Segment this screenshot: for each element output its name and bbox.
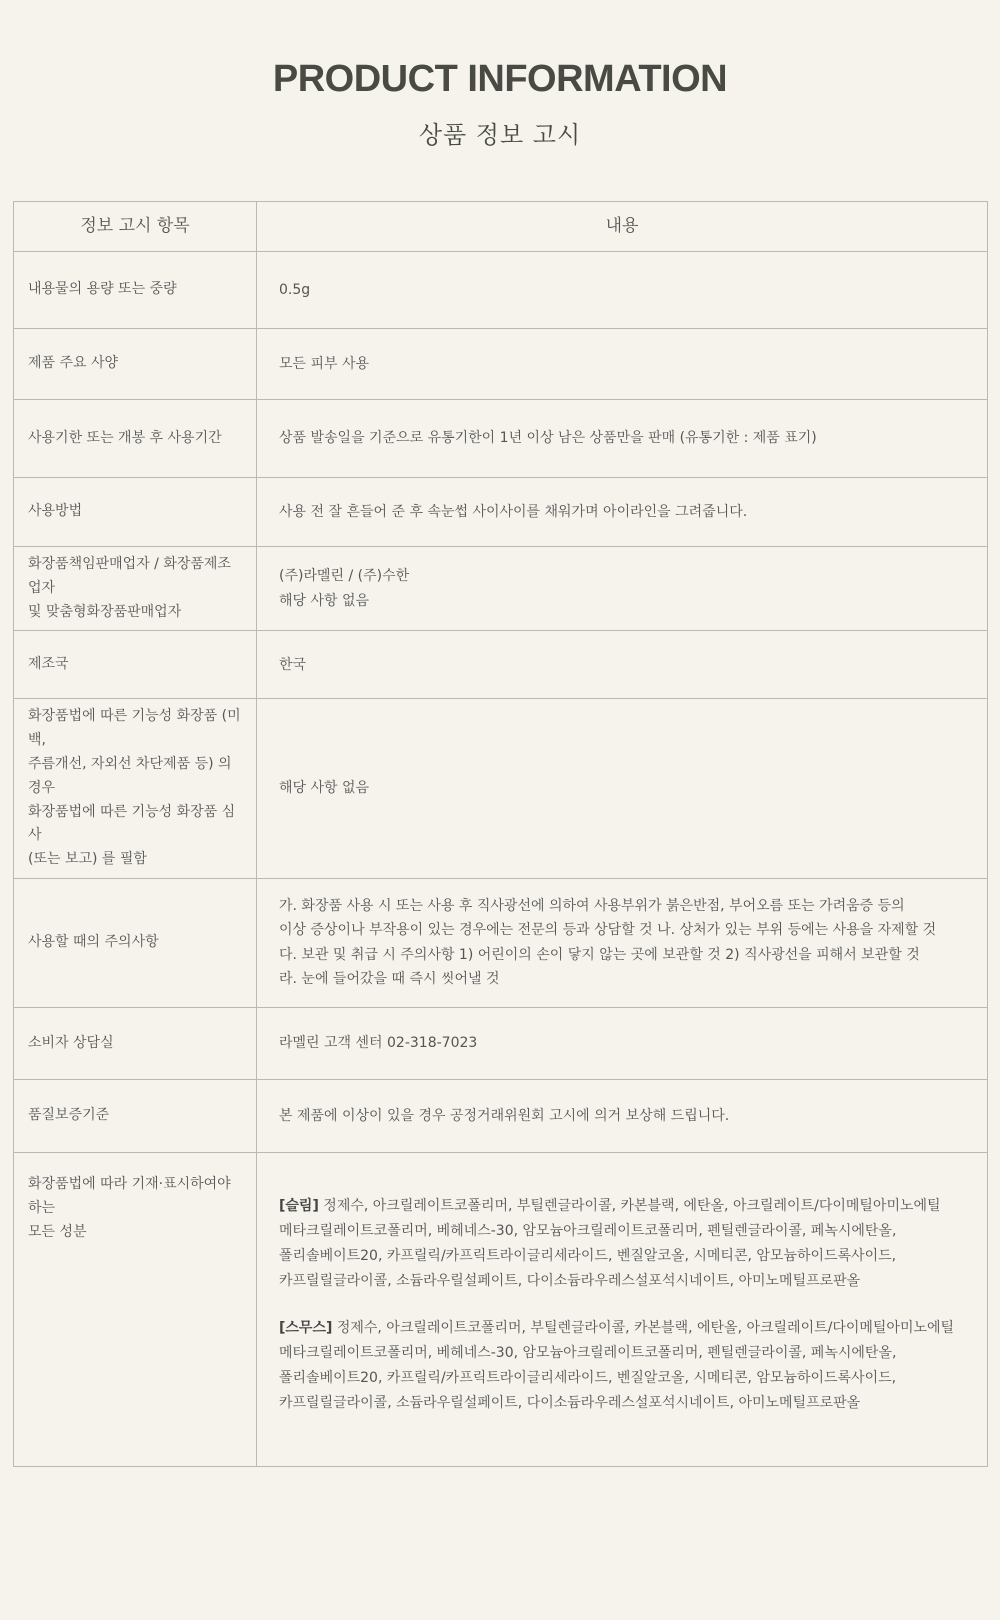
row-label — [14, 1152, 257, 1466]
table-row — [14, 699, 988, 879]
row-value — [257, 1079, 988, 1152]
row-value-line: 해당 사항 없음 — [279, 780, 370, 797]
table-row — [14, 631, 988, 699]
row-label-line: 사용할 때의 주의사항 — [28, 934, 159, 951]
row-value — [257, 400, 988, 478]
row-value — [257, 547, 988, 631]
row-value-line: 라. 눈에 들어갔을 때 즉시 씻어낼 것 — [279, 971, 500, 988]
row-value-line: 한국 — [279, 656, 307, 673]
row-value-line: 해당 사항 없음 — [279, 592, 370, 609]
row-label — [14, 878, 257, 1007]
row-label-line: 화장품법에 따른 기능성 화장품 심사 — [28, 803, 236, 844]
ingredient-line: 카프릴릴글라이콜, 소듐라우릴설페이트, 다이소듐라우레스설포석시네이트, 아미노메틸프로판올 — [279, 1273, 861, 1290]
page-header — [0, 0, 1000, 150]
column-header-content: 내용 — [257, 202, 988, 252]
ingredient-text: 정제수, 아크릴레이트코폴리머, 부틸렌글라이콜, 카본블랙, 에탄올, 아크릴레이트/다이메틸아미노에틸 — [332, 1320, 955, 1337]
row-label — [14, 252, 257, 329]
row-value-line: 사용 전 잘 흔들어 준 후 속눈썹 사이사이를 채워가며 아이라인을 그려줍니다. — [279, 503, 748, 520]
table-row — [14, 878, 988, 1007]
ingredient-line: 메타크릴레이트코폴리머, 베헤네스-30, 암모늄아크릴레이트코폴리머, 펜틸렌글라이콜, 페녹시에탄올, — [279, 1223, 897, 1240]
page-title: PRODUCT INFORMATION — [272, 58, 728, 100]
ingredient-variant-tag: [슬림] — [279, 1198, 319, 1215]
table-body — [14, 252, 988, 1467]
row-label-line: 내용물의 용량 또는 중량 — [28, 281, 177, 298]
row-label — [14, 699, 257, 879]
ingredient-line — [279, 1316, 965, 1341]
table-row — [14, 547, 988, 631]
row-label-line: 소비자 상담실 — [28, 1034, 114, 1051]
row-value-line: 가. 화장품 사용 시 또는 사용 후 직사광선에 의하여 사용부위가 붉은반점, 부어오름 또는 가려움증 등의 — [279, 897, 905, 914]
row-label — [14, 1079, 257, 1152]
ingredients-list — [257, 1152, 988, 1466]
row-value-line: 0.5g — [279, 281, 311, 298]
row-label-line: 화장품책임판매업자 / 화장품제조업자 — [28, 556, 231, 596]
product-info-table — [13, 201, 988, 1467]
row-label — [14, 1007, 257, 1079]
row-label-line: 화장품법에 따라 기재·표시하여야 하는 — [28, 1175, 231, 1216]
row-value-line: (주)라멜린 / (주)수한 — [279, 568, 410, 585]
row-value-line: 상품 발송일을 기준으로 유통기한이 1년 이상 남은 상품만을 판매 (유통기한 : 제품 표기) — [279, 430, 817, 447]
row-value — [257, 878, 988, 1007]
row-label-line: 모든 성분 — [28, 1223, 87, 1240]
row-label-line: 사용방법 — [28, 503, 83, 520]
row-label — [14, 631, 257, 699]
ingredient-line: 메타크릴레이트코폴리머, 베헤네스-30, 암모늄아크릴레이트코폴리머, 펜틸렌글라이콜, 페녹시에탄올, — [279, 1345, 897, 1362]
row-value-line: 다. 보관 및 취급 시 주의사항 1) 어린이의 손이 닿지 않는 곳에 보관할 것 2) 직사광선을 피해서 보관할 것 — [279, 946, 920, 963]
page-subtitle: 상품 정보 고시 — [418, 121, 582, 149]
table-row-ingredients — [14, 1152, 988, 1466]
ingredient-line — [279, 1194, 965, 1219]
row-value-line: 본 제품에 이상이 있을 경우 공정거래위원회 고시에 의거 보상해 드립니다. — [279, 1107, 730, 1124]
column-header-item: 정보 고시 항목 — [14, 202, 257, 252]
row-value — [257, 478, 988, 547]
ingredient-line: 폴리솔베이트20, 카프릴릭/카프릭트라이글리세라이드, 벤질알코올, 시메티콘, 암모늄하이드록사이드, — [279, 1370, 897, 1387]
ingredient-line: 카프릴릴글라이콜, 소듐라우릴설페이트, 다이소듐라우레스설포석시네이트, 아미노메틸프로판올 — [279, 1395, 861, 1412]
row-label-line: 화장품법에 따른 기능성 화장품 (미백, — [28, 708, 241, 749]
row-label — [14, 329, 257, 400]
table-row — [14, 329, 988, 400]
row-label-line: 품질보증기준 — [28, 1107, 110, 1124]
row-value-line: 라멜린 고객 센터 02-318-7023 — [279, 1035, 478, 1052]
ingredient-line: 폴리솔베이트20, 카프릴릭/카프릭트라이글리세라이드, 벤질알코올, 시메티콘, 암모늄하이드록사이드, — [279, 1248, 897, 1265]
table-row — [14, 1079, 988, 1152]
row-value — [257, 631, 988, 699]
row-value — [257, 1007, 988, 1079]
row-value-line: 이상 증상이나 부작용이 있는 경우에는 전문의 등과 상담할 것 나. 상처가 있는 부위 등에는 사용을 자제할 것 — [279, 922, 937, 939]
row-label-line: 및 맞춤형화장품판매업자 — [28, 603, 182, 620]
row-label-line: (또는 보고) 를 필함 — [28, 851, 147, 868]
row-label-line: 사용기한 또는 개봉 후 사용기간 — [28, 429, 222, 446]
row-label-line: 주름개선, 자외선 차단제품 등) 의 경우 — [28, 755, 232, 796]
table-row — [14, 478, 988, 547]
row-label — [14, 400, 257, 478]
row-value-line: 모든 피부 사용 — [279, 355, 370, 372]
row-label — [14, 547, 257, 631]
ingredient-text: 정제수, 아크릴레이트코폴리머, 부틸렌글라이콜, 카본블랙, 에탄올, 아크릴레이트/다이메틸아미노에틸 — [318, 1198, 941, 1215]
ingredient-group — [279, 1316, 965, 1416]
table-row — [14, 252, 988, 329]
row-label-line: 제조국 — [28, 655, 69, 672]
ingredient-group — [279, 1194, 965, 1294]
table-row — [14, 400, 988, 478]
ingredient-variant-tag: [스무스] — [279, 1320, 333, 1337]
row-value — [257, 699, 988, 879]
row-label-line: 제품 주요 사양 — [28, 355, 119, 372]
row-value — [257, 252, 988, 329]
table-row — [14, 1007, 988, 1079]
table-header-row — [14, 202, 988, 252]
row-value — [257, 329, 988, 400]
row-label — [14, 478, 257, 547]
